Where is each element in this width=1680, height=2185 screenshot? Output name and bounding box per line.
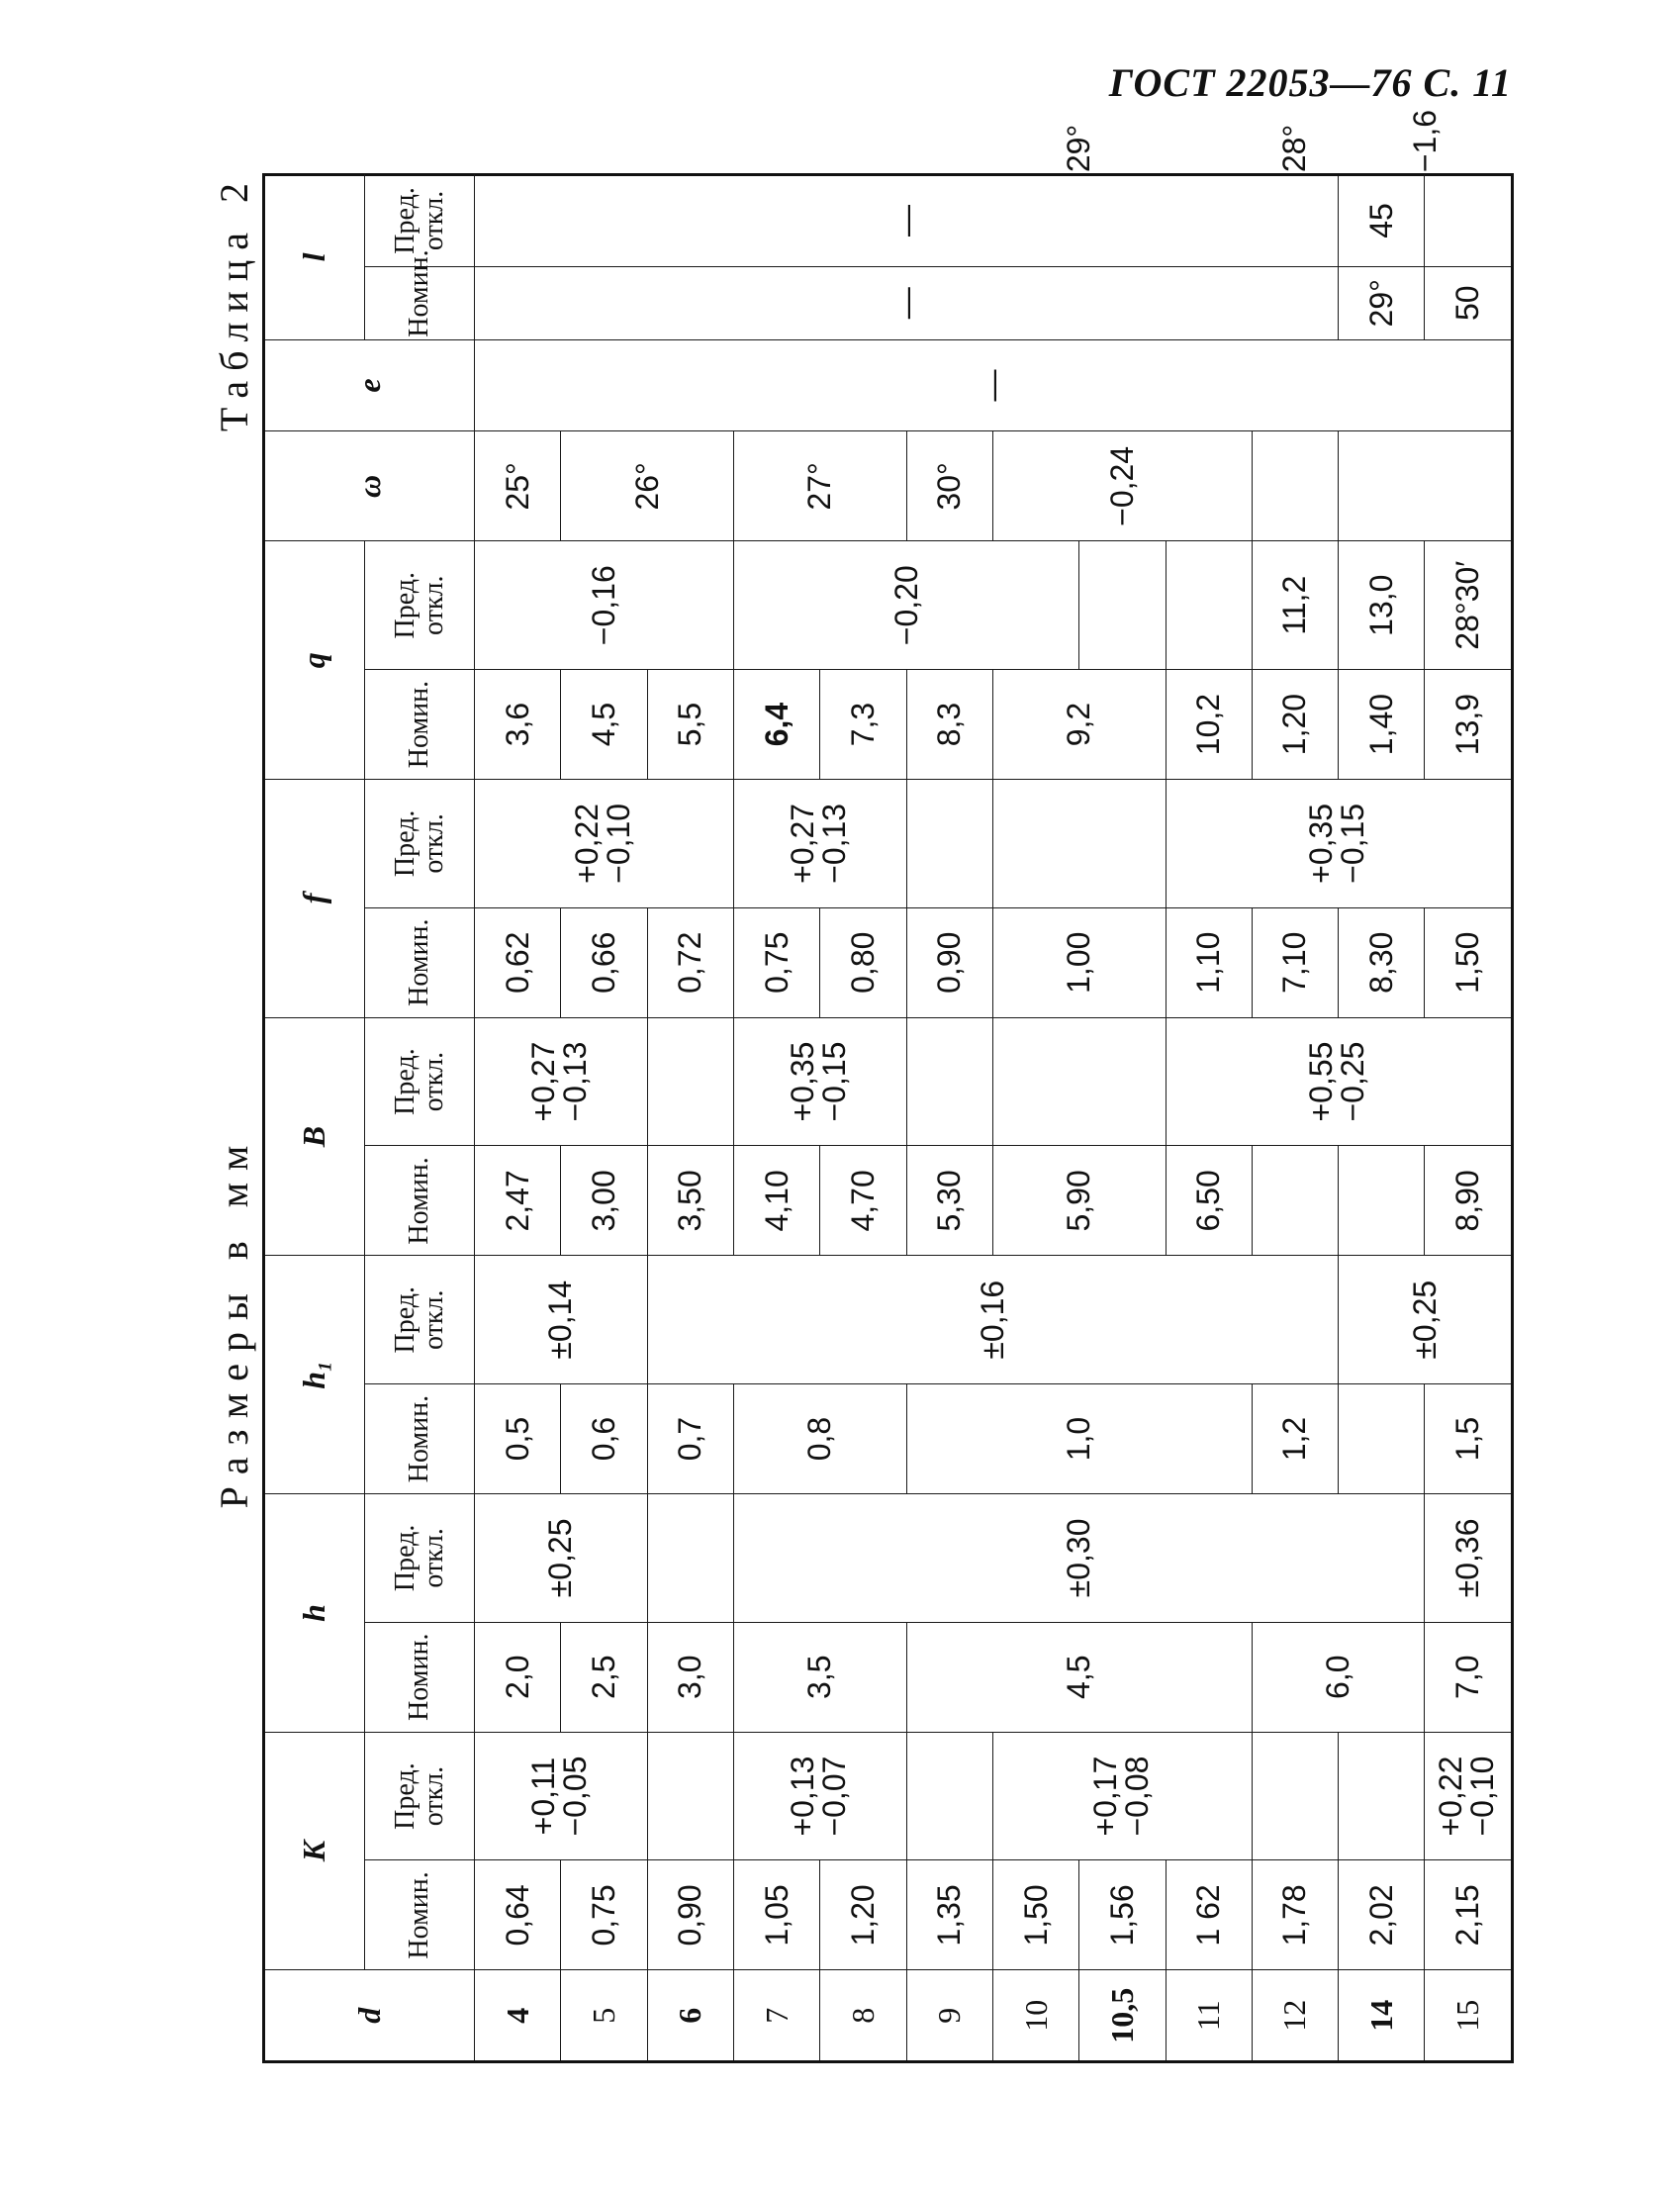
- table-row: [906, 175, 992, 2062]
- cell-q-dev-blank: [1252, 431, 1338, 541]
- cell-omega: 29°: [1339, 266, 1425, 339]
- cell-d: 8: [820, 1970, 906, 2062]
- dev-upper: +0,27: [525, 1041, 562, 1122]
- cell-q-nom: 13,9: [1425, 670, 1513, 780]
- cell-omega: 27°: [733, 431, 906, 541]
- cell-B-dev: [475, 1017, 648, 1146]
- cell-h-dev-blank: [1339, 1384, 1425, 1494]
- rotated-table-block: [193, 109, 1519, 2063]
- col-B-nom: Номин.: [365, 1146, 475, 1256]
- dev-lower: −0,10: [600, 803, 636, 884]
- col-h1-dev: Пред. откл.: [365, 1256, 475, 1384]
- cell-q-nom: 6,4: [733, 670, 819, 780]
- cell-l-nom: 45: [1339, 175, 1425, 267]
- col-d: d: [264, 1970, 475, 2062]
- units-caption: Размеры в мм: [212, 1133, 256, 1509]
- cell-h-dev: ±0,25: [475, 1494, 648, 1623]
- cell-f-dev-blank: [992, 780, 1166, 908]
- col-K-nom: Номин.: [365, 1860, 475, 1970]
- cell-K-dev-blank: [1339, 1732, 1425, 1860]
- cell-h-nom: 6,0: [1252, 1622, 1425, 1732]
- cell-q-nom: 5,5: [647, 670, 733, 780]
- dev-lower: −0,08: [1118, 1756, 1155, 1837]
- cell-f-dev-blank: [906, 780, 992, 908]
- col-h-nom: Номин.: [365, 1622, 475, 1732]
- dev-upper: +0,22: [568, 803, 605, 884]
- cell-B-nom: 4,10: [733, 1146, 819, 1256]
- cell-h1-nom: 0,7: [647, 1384, 733, 1494]
- cell-q-nom: 3,6: [475, 670, 561, 780]
- table-body: [475, 109, 1513, 2062]
- dev-upper: +0,17: [1086, 1756, 1123, 1837]
- col-h-dev: Пред. откл.: [365, 1494, 475, 1623]
- cell-K-dev-blank: [906, 1732, 992, 1860]
- cell-l-nom: 50: [1425, 266, 1513, 339]
- cell-h-dev: ±0,30: [733, 1494, 1425, 1623]
- cell-K-nom: 0,90: [647, 1860, 733, 1970]
- dev-lower: −0,10: [1464, 1756, 1501, 1837]
- dev-lower: −0,07: [816, 1756, 853, 1837]
- cell-h1-nom: 0,6: [561, 1384, 647, 1494]
- cell-B-dev: [1166, 1017, 1513, 1146]
- cell-h1-nom: 1,5: [1425, 1384, 1513, 1494]
- cell-d: 14: [1339, 1970, 1425, 2062]
- cell-B-nom: 3,00: [561, 1146, 647, 1256]
- cell-K-nom: 1,56: [1079, 1860, 1166, 1970]
- cell-h-nom: 2,5: [561, 1622, 647, 1732]
- cell-B-nom: 2,47: [475, 1146, 561, 1256]
- cell-h1-dev-blank: [1252, 1146, 1338, 1256]
- cell-f-nom: 0,66: [561, 907, 647, 1017]
- cell-K-nom: 0,75: [561, 1860, 647, 1970]
- cell-q-nom: 10,2: [1166, 670, 1252, 780]
- cell-d: 10: [992, 1970, 1078, 2062]
- cell-h1-nom: 0,8: [733, 1384, 906, 1494]
- cell-d: 5: [561, 1970, 647, 2062]
- cell-K-dev: [992, 1732, 1252, 1860]
- cell-K-dev: [475, 1732, 648, 1860]
- cell-B-dev-blank: [647, 1017, 733, 1146]
- cell-h-dev: ±0,36: [1425, 1494, 1513, 1623]
- cell-omega: 26°: [561, 431, 734, 541]
- cell-d: 15: [1425, 1970, 1513, 2062]
- col-f: f: [264, 780, 365, 1018]
- cell-h1-dev: ±0,14: [475, 1256, 648, 1384]
- cell-omega: 25°: [475, 431, 561, 541]
- table-caption: Таблица 2: [212, 173, 256, 432]
- dev-upper: +0,35: [785, 1041, 821, 1122]
- dev-upper: +0,13: [785, 1756, 821, 1837]
- cell-B-dev: [733, 1017, 906, 1146]
- cell-q-dev: −0,20: [733, 541, 1078, 670]
- cell-f-nom: 0,80: [820, 907, 906, 1017]
- col-e: e: [264, 339, 475, 431]
- col-l-dev: Пред. откл.: [365, 175, 475, 267]
- cell-omega-blank: [1166, 541, 1252, 670]
- cell-K-nom: 0,64: [475, 1860, 561, 1970]
- col-h1: h₁: [264, 1256, 365, 1494]
- dev-upper: +0,22: [1433, 1756, 1469, 1837]
- dev-upper: +0,35: [1303, 803, 1340, 884]
- cell-d: 10,5: [1079, 1970, 1166, 2062]
- cell-f-nom: 0,62: [475, 907, 561, 1017]
- cell-h1-nom: 1,2: [1252, 1384, 1338, 1494]
- dev-upper: +0,55: [1303, 1041, 1340, 1122]
- cell-B-nom: 7,10: [1252, 907, 1338, 1017]
- dev-lower: −0,05: [557, 1756, 594, 1837]
- cell-l-dev: —: [475, 175, 1339, 267]
- cell-q-nom: 9,2: [992, 670, 1166, 780]
- cell-h-nom: 4,5: [906, 1622, 1252, 1732]
- cell-q-nom: 8,3: [906, 670, 992, 780]
- cell-B-nom: 5,90: [992, 1146, 1166, 1256]
- cell-omega: 28°30′: [1425, 541, 1513, 670]
- cell-K-nom: 1,50: [992, 1860, 1078, 1970]
- cell-B-nom: 3,50: [647, 1146, 733, 1256]
- cell-q-nom: 11,2: [1252, 541, 1338, 670]
- cell-d: 9: [906, 1970, 992, 2062]
- col-q-dev: Пред. откл.: [365, 541, 475, 670]
- dev-lower: −0,15: [816, 1041, 853, 1122]
- col-l-nom: Номин.: [365, 266, 475, 339]
- cell-f-dev: [475, 780, 734, 908]
- cell-K-nom: 1,05: [733, 1860, 819, 1970]
- col-q-nom: Номин.: [365, 670, 475, 780]
- cell-d: 4: [475, 1970, 561, 2062]
- cell-d: 12: [1252, 1970, 1338, 2062]
- col-f-nom: Номин.: [365, 907, 475, 1017]
- cell-h1-dev: ±0,25: [1339, 1256, 1513, 1384]
- col-omega: ω: [264, 431, 475, 541]
- cell-B-dev-blank: [906, 1017, 992, 1146]
- cell-K-dev: [733, 1732, 906, 1860]
- cell-h-nom: 7,0: [1425, 1622, 1513, 1732]
- cell-d: 7: [733, 1970, 819, 2062]
- col-B-dev: Пред. откл.: [365, 1017, 475, 1146]
- cell-q-nom: 13,0: [1339, 541, 1425, 670]
- cell-f-nom: 1,40: [1339, 670, 1425, 780]
- cell-h-nom: 2,0: [475, 1622, 561, 1732]
- cell-f-dev: [733, 780, 906, 908]
- cell-f-dev: [1166, 780, 1513, 908]
- cell-f-nom: 1,10: [1166, 907, 1252, 1017]
- col-K-dev: Пред. откл.: [365, 1732, 475, 1860]
- caption-row: [193, 173, 262, 2063]
- cell-q-nom: 4,5: [561, 670, 647, 780]
- dev-lower: −0,15: [1335, 803, 1371, 884]
- cell-B-nom: 8,30: [1339, 907, 1425, 1017]
- table-row: [733, 175, 819, 2062]
- cell-omega: 30°: [906, 431, 992, 541]
- cell-l-nom: —: [475, 266, 1339, 339]
- cell-K-nom: 1,20: [820, 1860, 906, 1970]
- cell-q-dev-blank: [1339, 431, 1513, 541]
- cell-K-nom: 1,35: [906, 1860, 992, 1970]
- cell-h1-nom-blank: [1339, 1146, 1425, 1256]
- dev-lower: −0,13: [557, 1041, 594, 1122]
- cell-e: —: [475, 339, 1513, 431]
- cell-K-dev: [1425, 1732, 1513, 1860]
- col-B: B: [264, 1017, 365, 1256]
- cell-q-nom: 7,3: [820, 670, 906, 780]
- cell-h1-nom: 1,0: [906, 1384, 1252, 1494]
- cell-f-nom: 0,75: [733, 907, 819, 1017]
- dev-upper: +0,27: [785, 803, 821, 884]
- cell-h1-dev: ±0,16: [647, 1256, 1339, 1384]
- dimensions-table: [262, 109, 1514, 2063]
- cell-h-nom: 3,5: [733, 1622, 906, 1732]
- cell-h1-nom: 0,5: [475, 1384, 561, 1494]
- cell-d: 11: [1166, 1970, 1252, 2062]
- dev-lower: −0,13: [816, 803, 853, 884]
- cell-f-nom: 0,72: [647, 907, 733, 1017]
- cell-h-nom: 3,0: [647, 1622, 733, 1732]
- table-header: [264, 175, 475, 2062]
- cell-d: 6: [647, 1970, 733, 2062]
- cell-K-nom: 1,78: [1252, 1860, 1338, 1970]
- col-q: q: [264, 541, 365, 780]
- col-h1-nom: Номин.: [365, 1384, 475, 1494]
- table-row: [992, 175, 1078, 2062]
- cell-f-nom: 1,50: [1425, 907, 1513, 1017]
- cell-K-dev-blank: [647, 1732, 733, 1860]
- cell-q-dev: −0,16: [475, 541, 734, 670]
- cell-f-nom: 1,00: [992, 907, 1166, 1017]
- cell-B-dev-blank: [992, 1017, 1166, 1146]
- cell-f-nom: 0,90: [906, 907, 992, 1017]
- cell-f-nom: 1,20: [1252, 670, 1338, 780]
- cell-K-dev-blank: [1252, 1732, 1338, 1860]
- col-h: h: [264, 1494, 365, 1733]
- cell-h-dev-blank: [647, 1494, 733, 1623]
- cell-K-nom: 1 62: [1166, 1860, 1252, 1970]
- col-l: l: [264, 175, 365, 340]
- cell-K-nom: 2,02: [1339, 1860, 1425, 1970]
- col-K: K: [264, 1732, 365, 1970]
- table-row: [475, 175, 561, 2062]
- dev-upper: +0,11: [525, 1757, 562, 1836]
- cell-B-nom: 6,50: [1166, 1146, 1252, 1256]
- cell-B-nom: 5,30: [906, 1146, 992, 1256]
- dev-lower: −0,25: [1335, 1041, 1371, 1122]
- cell-K-nom: 2,15: [1425, 1860, 1513, 1970]
- page-header: ГОСТ 22053—76 С. 11: [1108, 60, 1512, 105]
- col-f-dev: Пред. откл.: [365, 780, 475, 908]
- cell-q-dev: −0,24: [992, 431, 1252, 541]
- cell-B-nom: 8,90: [1425, 1146, 1513, 1256]
- cell-B-nom: 4,70: [820, 1146, 906, 1256]
